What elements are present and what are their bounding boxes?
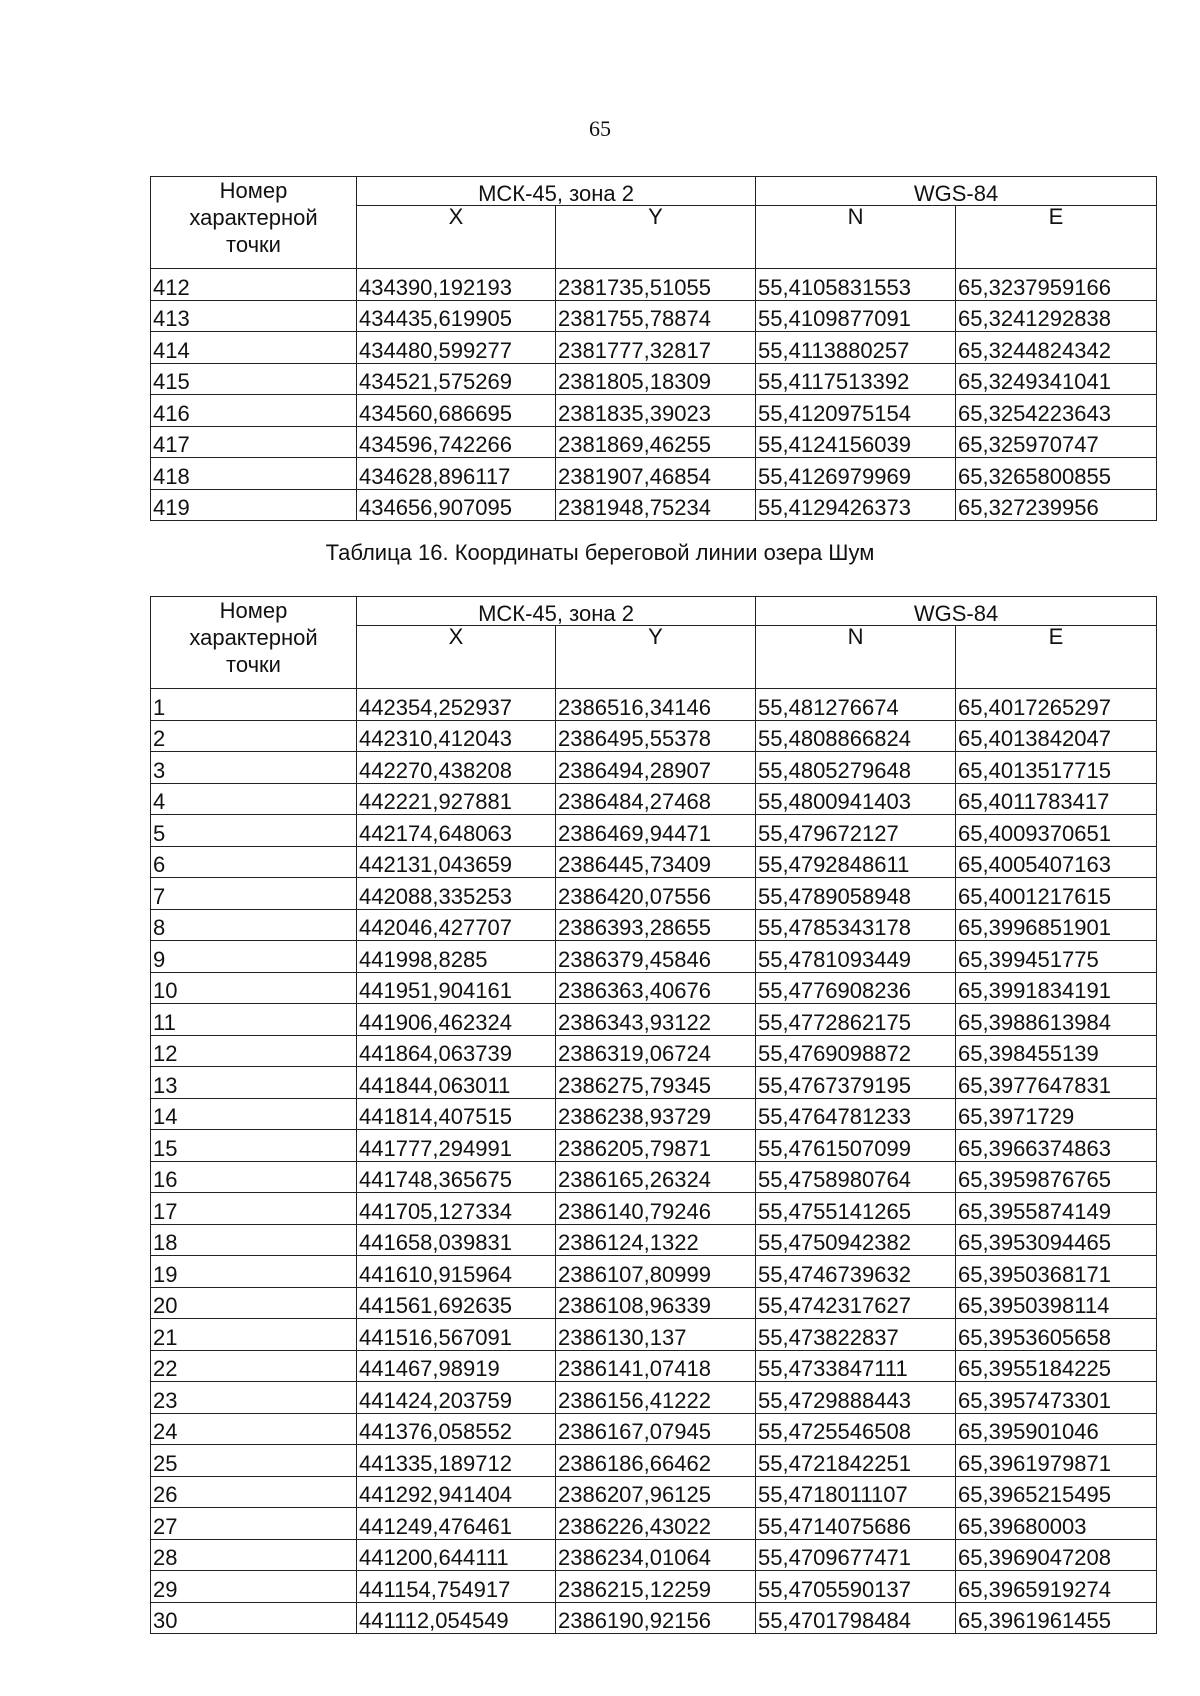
cell-point-number: 417: [151, 426, 357, 458]
header-msk: МСК-45, зона 2: [357, 177, 756, 206]
cell-x: 441561,692635: [357, 1287, 556, 1319]
table-row: [151, 1319, 1157, 1351]
table-row: [151, 1413, 1157, 1445]
cell-x: 441864,063739: [357, 1035, 556, 1067]
cell-x: 434596,742266: [357, 426, 556, 458]
cell-x: 441777,294991: [357, 1130, 556, 1162]
cell-e: 65,3241292838: [956, 300, 1157, 332]
cell-point-number: 14: [151, 1098, 357, 1130]
table-row: [151, 1445, 1157, 1477]
table-row: [151, 846, 1157, 878]
cell-e: 65,3965215495: [956, 1476, 1157, 1508]
cell-n: 55,4767379195: [756, 1067, 956, 1099]
table-row: [151, 395, 1157, 427]
cell-n: 55,4729888443: [756, 1382, 956, 1414]
cell-e: 65,399451775: [956, 941, 1157, 973]
cell-e: 65,3254223643: [956, 395, 1157, 427]
page-number: 65: [589, 116, 611, 141]
cell-e: 65,3955874149: [956, 1193, 1157, 1225]
cell-x: 441814,407515: [357, 1098, 556, 1130]
cell-point-number: 412: [151, 269, 357, 301]
cell-point-number: 18: [151, 1224, 357, 1256]
cell-e: 65,3966374863: [956, 1130, 1157, 1162]
cell-n: 55,4808866824: [756, 720, 956, 752]
header-wgs: WGS-84: [756, 177, 1157, 206]
cell-y: 2381777,32817: [556, 332, 756, 364]
table-row: [151, 1571, 1157, 1603]
cell-n: 55,4742317627: [756, 1287, 956, 1319]
cell-x: 441705,127334: [357, 1193, 556, 1225]
cell-y: 2386495,55378: [556, 720, 756, 752]
cell-point-number: 419: [151, 489, 357, 521]
cell-y: 2381907,46854: [556, 458, 756, 490]
cell-point-number: 25: [151, 1445, 357, 1477]
cell-y: 2386393,28655: [556, 909, 756, 941]
cell-e: 65,3965919274: [956, 1571, 1157, 1603]
cell-y: 2386516,34146: [556, 689, 756, 721]
cell-y: 2386167,07945: [556, 1413, 756, 1445]
cell-y: 2386108,96339: [556, 1287, 756, 1319]
cell-n: 55,4129426373: [756, 489, 956, 521]
cell-n: 55,4124156039: [756, 426, 956, 458]
cell-y: 2386207,96125: [556, 1476, 756, 1508]
cell-y: 2386141,07418: [556, 1350, 756, 1382]
cell-e: 65,4009370651: [956, 815, 1157, 847]
cell-n: 55,4701798484: [756, 1602, 956, 1634]
cell-n: 55,4113880257: [756, 332, 956, 364]
cell-y: 2386494,28907: [556, 752, 756, 784]
cell-n: 55,4126979969: [756, 458, 956, 490]
cell-n: 55,4709677471: [756, 1539, 956, 1571]
table-row: [151, 689, 1157, 721]
cell-x: 441516,567091: [357, 1319, 556, 1351]
cell-n: 55,4105831553: [756, 269, 956, 301]
cell-n: 55,4764781233: [756, 1098, 956, 1130]
table-row: [151, 1130, 1157, 1162]
cell-e: 65,4011783417: [956, 783, 1157, 815]
coordinates-table-continued: [150, 176, 1157, 521]
table-row: [151, 269, 1157, 301]
cell-n: 55,4705590137: [756, 1571, 956, 1603]
table-row: [151, 426, 1157, 458]
cell-e: 65,3959876765: [956, 1161, 1157, 1193]
table-body: [151, 689, 1157, 1634]
header-n: N: [756, 626, 956, 689]
cell-x: 442270,438208: [357, 752, 556, 784]
table-row: [151, 878, 1157, 910]
cell-point-number: 23: [151, 1382, 357, 1414]
cell-n: 55,4109877091: [756, 300, 956, 332]
cell-n: 55,4721842251: [756, 1445, 956, 1477]
cell-e: 65,3953605658: [956, 1319, 1157, 1351]
cell-e: 65,3957473301: [956, 1382, 1157, 1414]
table-row: [151, 363, 1157, 395]
cell-e: 65,4013517715: [956, 752, 1157, 784]
cell-n: 55,479672127: [756, 815, 956, 847]
cell-e: 65,3961979871: [956, 1445, 1157, 1477]
table-row: [151, 489, 1157, 521]
cell-y: 2386124,1322: [556, 1224, 756, 1256]
table-row: [151, 815, 1157, 847]
cell-y: 2381869,46255: [556, 426, 756, 458]
table-row: [151, 1539, 1157, 1571]
cell-x: 441658,039831: [357, 1224, 556, 1256]
table-row: [151, 1602, 1157, 1634]
cell-n: 55,4772862175: [756, 1004, 956, 1036]
cell-x: 434480,599277: [357, 332, 556, 364]
table-row: [151, 300, 1157, 332]
cell-e: 65,395901046: [956, 1413, 1157, 1445]
cell-x: 434390,192193: [357, 269, 556, 301]
cell-y: 2386165,26324: [556, 1161, 756, 1193]
table-row: [151, 1193, 1157, 1225]
cell-e: 65,3249341041: [956, 363, 1157, 395]
table-row: [151, 332, 1157, 364]
cell-y: 2386445,73409: [556, 846, 756, 878]
cell-x: 441154,754917: [357, 1571, 556, 1603]
cell-e: 65,3265800855: [956, 458, 1157, 490]
cell-n: 55,4725546508: [756, 1413, 956, 1445]
cell-y: 2381805,18309: [556, 363, 756, 395]
cell-point-number: 22: [151, 1350, 357, 1382]
header-e: E: [956, 626, 1157, 689]
cell-x: 441998,8285: [357, 941, 556, 973]
cell-y: 2381735,51055: [556, 269, 756, 301]
table-row: [151, 1476, 1157, 1508]
header-point-number-line: Номер: [219, 598, 288, 623]
table-row: [151, 941, 1157, 973]
header-point-number-line: характерной: [189, 625, 318, 650]
header-y: Y: [556, 206, 756, 269]
header-msk: МСК-45, зона 2: [357, 597, 756, 626]
cell-point-number: 12: [151, 1035, 357, 1067]
cell-e: 65,39680003: [956, 1508, 1157, 1540]
cell-e: 65,3950368171: [956, 1256, 1157, 1288]
cell-e: 65,3961961455: [956, 1602, 1157, 1634]
cell-y: 2386363,40676: [556, 972, 756, 1004]
cell-y: 2386234,01064: [556, 1539, 756, 1571]
table-row: [151, 752, 1157, 784]
cell-point-number: 24: [151, 1413, 357, 1445]
header-point-number-line: точки: [226, 232, 281, 257]
cell-x: 434435,619905: [357, 300, 556, 332]
cell-e: 65,325970747: [956, 426, 1157, 458]
cell-n: 55,4750942382: [756, 1224, 956, 1256]
cell-x: 442131,043659: [357, 846, 556, 878]
cell-point-number: 2: [151, 720, 357, 752]
cell-e: 65,4005407163: [956, 846, 1157, 878]
cell-e: 65,4013842047: [956, 720, 1157, 752]
cell-x: 441610,915964: [357, 1256, 556, 1288]
cell-point-number: 6: [151, 846, 357, 878]
cell-e: 65,3955184225: [956, 1350, 1157, 1382]
cell-x: 441467,98919: [357, 1350, 556, 1382]
cell-x: 441200,644111: [357, 1539, 556, 1571]
cell-point-number: 15: [151, 1130, 357, 1162]
header-point-number-line: точки: [226, 652, 281, 677]
cell-point-number: 11: [151, 1004, 357, 1036]
cell-e: 65,4001217615: [956, 878, 1157, 910]
cell-point-number: 17: [151, 1193, 357, 1225]
table-row: [151, 783, 1157, 815]
header-n: N: [756, 206, 956, 269]
cell-y: 2381835,39023: [556, 395, 756, 427]
cell-n: 55,4718011107: [756, 1476, 956, 1508]
cell-point-number: 5: [151, 815, 357, 847]
cell-e: 65,4017265297: [956, 689, 1157, 721]
cell-y: 2386343,93122: [556, 1004, 756, 1036]
cell-point-number: 418: [151, 458, 357, 490]
table-row: [151, 458, 1157, 490]
coordinates-table-lake-shum: [150, 596, 1157, 1634]
cell-n: 55,473822837: [756, 1319, 956, 1351]
cell-x: 441424,203759: [357, 1382, 556, 1414]
cell-n: 55,4800941403: [756, 783, 956, 815]
cell-x: 442046,427707: [357, 909, 556, 941]
header-y: Y: [556, 626, 756, 689]
header-x: X: [357, 206, 556, 269]
cell-y: 2386420,07556: [556, 878, 756, 910]
cell-x: 434628,896117: [357, 458, 556, 490]
table-row: [151, 720, 1157, 752]
cell-y: 2386107,80999: [556, 1256, 756, 1288]
cell-point-number: 1: [151, 689, 357, 721]
cell-n: 55,4789058948: [756, 878, 956, 910]
cell-e: 65,3237959166: [956, 269, 1157, 301]
cell-n: 55,4714075686: [756, 1508, 956, 1540]
cell-x: 442310,412043: [357, 720, 556, 752]
table-row: [151, 1287, 1157, 1319]
header-x: X: [357, 626, 556, 689]
cell-x: 441844,063011: [357, 1067, 556, 1099]
cell-point-number: 413: [151, 300, 357, 332]
cell-x: 441906,462324: [357, 1004, 556, 1036]
cell-e: 65,3950398114: [956, 1287, 1157, 1319]
cell-e: 65,3988613984: [956, 1004, 1157, 1036]
cell-point-number: 27: [151, 1508, 357, 1540]
cell-n: 55,4746739632: [756, 1256, 956, 1288]
table-row: [151, 909, 1157, 941]
table-row: [151, 1004, 1157, 1036]
cell-x: 441376,058552: [357, 1413, 556, 1445]
header-point-number-line: Номер: [219, 178, 288, 203]
cell-y: 2386156,41222: [556, 1382, 756, 1414]
table-row: [151, 1256, 1157, 1288]
cell-point-number: 9: [151, 941, 357, 973]
table-row: [151, 1035, 1157, 1067]
cell-e: 65,3969047208: [956, 1539, 1157, 1571]
cell-point-number: 3: [151, 752, 357, 784]
table-row: [151, 1067, 1157, 1099]
table-row: [151, 1098, 1157, 1130]
cell-point-number: 13: [151, 1067, 357, 1099]
cell-e: 65,3971729: [956, 1098, 1157, 1130]
table-row: [151, 972, 1157, 1004]
cell-e: 65,3996851901: [956, 909, 1157, 941]
cell-x: 442088,335253: [357, 878, 556, 910]
cell-y: 2386319,06724: [556, 1035, 756, 1067]
cell-point-number: 415: [151, 363, 357, 395]
cell-y: 2386190,92156: [556, 1602, 756, 1634]
cell-y: 2381948,75234: [556, 489, 756, 521]
header-point-number: [151, 597, 357, 689]
cell-y: 2386130,137: [556, 1319, 756, 1351]
cell-point-number: 28: [151, 1539, 357, 1571]
cell-point-number: 7: [151, 878, 357, 910]
header-e: E: [956, 206, 1157, 269]
cell-point-number: 10: [151, 972, 357, 1004]
cell-n: 55,4781093449: [756, 941, 956, 973]
cell-point-number: 16: [151, 1161, 357, 1193]
table-row: [151, 1508, 1157, 1540]
cell-x: 434521,575269: [357, 363, 556, 395]
cell-n: 55,4120975154: [756, 395, 956, 427]
cell-n: 55,4776908236: [756, 972, 956, 1004]
cell-y: 2381755,78874: [556, 300, 756, 332]
cell-y: 2386215,12259: [556, 1571, 756, 1603]
cell-y: 2386205,79871: [556, 1130, 756, 1162]
cell-point-number: 30: [151, 1602, 357, 1634]
cell-y: 2386140,79246: [556, 1193, 756, 1225]
cell-x: 442221,927881: [357, 783, 556, 815]
cell-point-number: 20: [151, 1287, 357, 1319]
cell-point-number: 19: [151, 1256, 357, 1288]
cell-y: 2386484,27468: [556, 783, 756, 815]
table-row: [151, 1161, 1157, 1193]
cell-point-number: 416: [151, 395, 357, 427]
cell-x: 441951,904161: [357, 972, 556, 1004]
cell-x: 434560,686695: [357, 395, 556, 427]
cell-n: 55,4792848611: [756, 846, 956, 878]
cell-e: 65,3953094465: [956, 1224, 1157, 1256]
cell-point-number: 414: [151, 332, 357, 364]
cell-y: 2386226,43022: [556, 1508, 756, 1540]
header-point-number-line: характерной: [189, 205, 318, 230]
cell-y: 2386186,66462: [556, 1445, 756, 1477]
cell-x: 441335,189712: [357, 1445, 556, 1477]
header-point-number: [151, 177, 357, 269]
cell-n: 55,4785343178: [756, 909, 956, 941]
header-wgs: WGS-84: [756, 597, 1157, 626]
cell-e: 65,3977647831: [956, 1067, 1157, 1099]
cell-x: 442174,648063: [357, 815, 556, 847]
cell-e: 65,398455139: [956, 1035, 1157, 1067]
cell-y: 2386379,45846: [556, 941, 756, 973]
cell-y: 2386469,94471: [556, 815, 756, 847]
cell-e: 65,3244824342: [956, 332, 1157, 364]
cell-x: 441748,365675: [357, 1161, 556, 1193]
cell-point-number: 26: [151, 1476, 357, 1508]
cell-x: 441292,941404: [357, 1476, 556, 1508]
cell-n: 55,4733847111: [756, 1350, 956, 1382]
cell-point-number: 21: [151, 1319, 357, 1351]
table-body: [151, 269, 1157, 521]
cell-n: 55,4761507099: [756, 1130, 956, 1162]
cell-n: 55,4769098872: [756, 1035, 956, 1067]
table-row: [151, 1350, 1157, 1382]
cell-n: 55,481276674: [756, 689, 956, 721]
cell-x: 442354,252937: [357, 689, 556, 721]
cell-n: 55,4758980764: [756, 1161, 956, 1193]
cell-e: 65,3991834191: [956, 972, 1157, 1004]
cell-y: 2386238,93729: [556, 1098, 756, 1130]
table-row: [151, 1382, 1157, 1414]
cell-y: 2386275,79345: [556, 1067, 756, 1099]
table-row: [151, 1224, 1157, 1256]
cell-n: 55,4117513392: [756, 363, 956, 395]
cell-point-number: 4: [151, 783, 357, 815]
table-caption: Таблица 16. Координаты береговой линии озера Шум: [325, 540, 875, 565]
cell-n: 55,4805279648: [756, 752, 956, 784]
cell-x: 441112,054549: [357, 1602, 556, 1634]
cell-x: 434656,907095: [357, 489, 556, 521]
cell-e: 65,327239956: [956, 489, 1157, 521]
cell-point-number: 29: [151, 1571, 357, 1603]
cell-n: 55,4755141265: [756, 1193, 956, 1225]
cell-x: 441249,476461: [357, 1508, 556, 1540]
cell-point-number: 8: [151, 909, 357, 941]
